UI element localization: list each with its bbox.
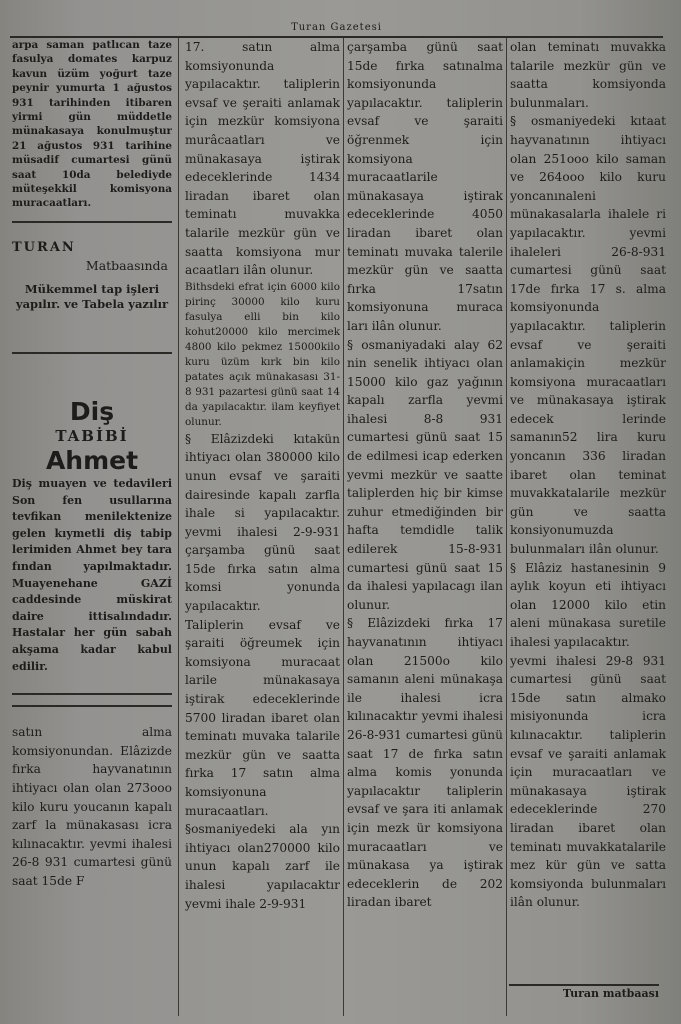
col2-paragraph-5: §osmaniyedeki ala yın ihtiyacı olan270000 kilo unun kapalı zarf ile ihalesi yapılacaktır yevmi ihale 2-9-931 xyxy=(185,822,340,911)
divider-rule xyxy=(12,705,172,707)
newspaper-header xyxy=(10,22,663,38)
divider-rule xyxy=(12,221,172,223)
column-divider xyxy=(506,38,507,1016)
column-1 xyxy=(12,38,172,1018)
col3-paragraph-3: § Elâzizdeki fırka 17 hayvanatının ihtiyacı olan 21500o kilo samanın aleni münakaşa ile ihalesi icra kılınacaktır yevmi ihalesi 26-8-931 cumartesi günü saat 17 de fırka satın alma komis yonunda yapılacaktır taliplerin evsaf ve şara iti anlamak için mezk ür komsiyona muracaatları ve münakasa ya iştirak edeceklerin de 202 liradan ibaret xyxy=(347,616,503,910)
column-divider xyxy=(343,38,344,1016)
col4-paragraph-4: yevmi ihalesi 29-8 931 cumartesi günü saat 15de satın almako misiyonunda icra kılınacaktır. taliplerin evsaf ve şaraiti anlamak için muracaatları ve münakasaya iştirak edeceklerinde 270 liradan ibaret olan teminatı muvakkatalarile mez kür gün ve satta komsiyonda bulunmaları ilân olunur. xyxy=(510,653,666,910)
col4-paragraph-3: § Elâziz hastanesinin 9 aylık koyun eti ihtiyacı olan 12000 kilo etin aleni münakasa suretile ihalesi yapılacaktır. xyxy=(510,560,666,649)
col2-paragraph-2: Bithsdeki efrat için 6000 kilo pirinç 30000 kilo kuru fasulya elli bin kilo kohut20000 kilo mercimek 4800 kilo pekmez 15000kilo kuru üzüm kırk bin kilo patates açık münakasası 31-8 931 pazartesi günü saat 14 da yapılacaktır. ilam keyfiyet olunur. xyxy=(185,280,340,428)
column-divider xyxy=(178,38,179,1016)
divider-rule xyxy=(12,352,172,354)
column-4 xyxy=(510,38,666,1004)
top-notice: arpa saman patlıcan taze fasulya domates karpuz kavun üzüm yoğurt taze peynir yumurta 1 ağustos 931 tarihinden itibaren yirmi gün müddetle münakasaya konulmuştur 21 ağustos 931 tarihine müsadif cumartesi günü saat 10da belediyde müteşekkil komisyona muracaatları. xyxy=(12,39,172,210)
column-3 xyxy=(347,38,503,1010)
col2-paragraph-1: 17. satın alma komsiyonunda yapılacaktır. taliplerin evsaf ve şeraiti anlamak için mezkür komsiyona murâcaatları ve münakasaya iştirak edeceklerinde 1434 liradan ibaret olan teminatı muvakka talarile mezkür gün ve saatta komsiyona mur acaatları ilân olunur. xyxy=(185,40,340,278)
dentist-ad-title: Diş xyxy=(69,397,115,427)
col2-paragraph-4: Taliplerin evsaf ve şaraiti öğreumek için komsiyona muracaat larile münakasaya iştirak edeceklerinde 5700 liradan ibaret olan teminatı muvaka talarile mezkür gün ve saatta fırka 17 satın alma komsiyonuna muracaatları. xyxy=(185,617,340,818)
dentist-ad-body: Diş muayen ve tedavileri Son fen usullarına tevfikan menilektenize gelen kıymetli diş tabip lerimiden Ahmet bey tara fından yapılmaktadır. Muayenehane GAZİ caddesinde müskirat daire ittisalındadır. Hastalar her gün sabah akşama kadar kabul edilir. xyxy=(12,477,172,673)
printer-signature: Turan matbaası xyxy=(509,984,659,1000)
dentist-ad-subtitle: TABİBİ xyxy=(55,427,129,446)
turan-ad-title: TURAN xyxy=(12,239,76,255)
col3-paragraph-2: § osmaniyadaki alay 62 nin senelik ihtiyacı olan 15000 kilo gaz yağının kapalı zarfla yevmi ihalesi 8-8 931 cumartesi günü saat 15 de edilmesi icap ederken yevmi mezkür ve saatte taliplerden hiç bir kimse zuhur etmediğinden bir hafta temdidle talik edilerek 15-8-931 cumartesi günü saat 15 da ihalesi yapılacagı ilan olunur. xyxy=(347,337,503,612)
col2-paragraph-3: § Elâzizdeki kıtakün ihtiyacı olan 380000 kilo unun evsaf ve şaraiti dairesinde kapalı zarfla ihale si yapılacaktır. yevmi ihalesi 2-9-931 çarşamba günü saat 15de fırka satın alma komsi yonunda yapılacaktır. xyxy=(185,431,340,614)
divider-rule xyxy=(12,693,172,695)
column-2 xyxy=(185,38,340,1010)
turan-ad-body: Mükemmel tap işleri yapılır. ve Tabela yazılır xyxy=(15,282,169,312)
dentist-ad-name: Ahmet xyxy=(45,446,139,476)
header-title: Turan Gazetesi xyxy=(291,22,382,33)
column-1-bottom-text: satın alma komsiyonundan. Elâzizde fırka hayvanatının ihtiyacı olan olan 273ooo kilo kuru youcanın kapalı zarf la münakasası icra kılınacaktır. yevmi ihalesi 26-8 931 cumartesi günü saat 15de F xyxy=(12,725,172,888)
col4-paragraph-2: § osmaniyedeki kıtaat hayvanatının ihtiyacı olan 251ooo kilo saman ve 264ooo kilo kuru yoncanınaleni münakasalarla ihalele ri yapılacaktır. yevmi ihaleleri 26-8-931 cumartesi günü saat 17de fırka 17 s. alma komsiyonunda yapılacaktır. taliplerin evsaf ve şeraiti anlamakiçin mezkür komsiyona muracaatları ve münakasaya iştirak edecek lerinde samanın52 lira kuru yoncanın 336 liradan ibaret olan teminat muvakkatalarile mezkür gün ve saatta konsiyonumuzda bulunmaları ilân olunur. xyxy=(510,114,666,557)
turan-ad-subtitle: Matbaasında xyxy=(85,258,168,274)
col4-paragraph-1: olan teminatı muvakka talarile mezkür gün ve saatta komsiyonda bulunmaları. xyxy=(510,40,666,110)
col3-paragraph-1: çarşamba günü saat 15de fırka satınalma komsiyonunda yapılacaktır. taliplerin evsaf ve şaraiti öğrenmek için komsiyona muracaatlarile münakasaya iştirak edeceklerinde 4050 liradan ibaret olan teminatı muvaka talerile mezkür gün ve saatta fırka 17satın komsiyonuna muraca ları ilân olunur. xyxy=(347,40,503,333)
